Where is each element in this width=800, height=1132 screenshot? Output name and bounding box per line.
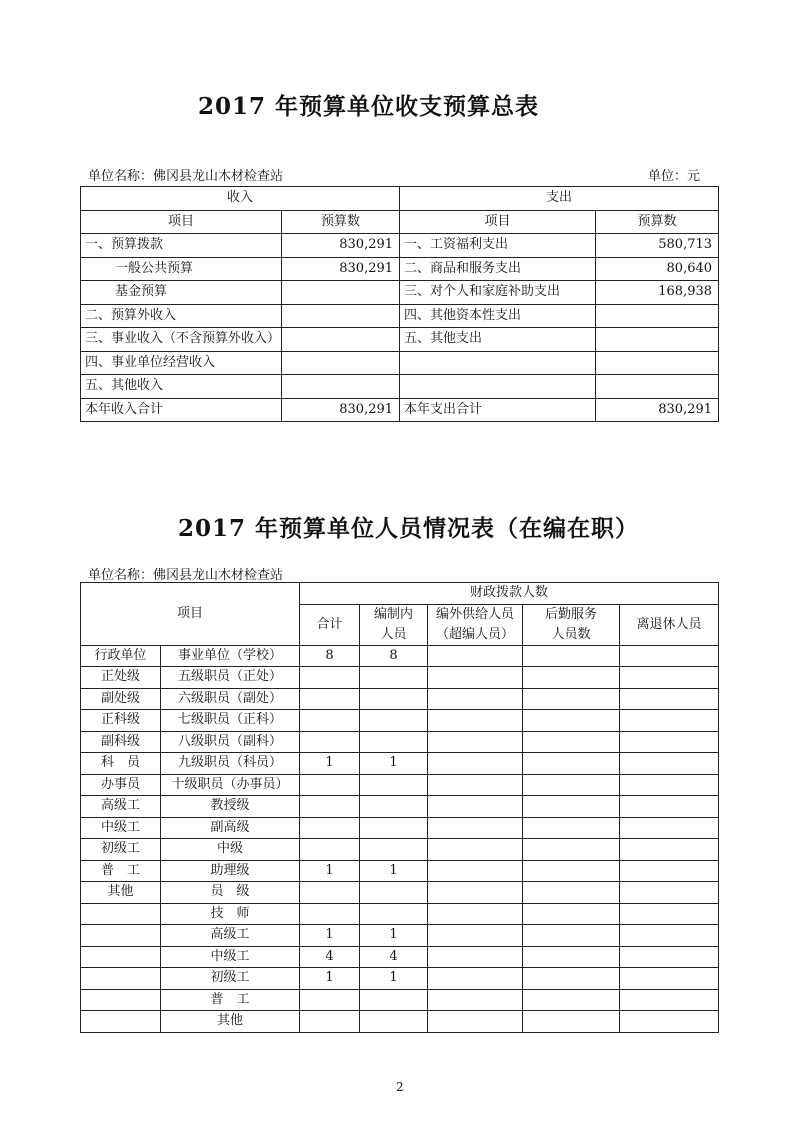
staff-row [81, 796, 719, 818]
staff-logistics-cell [523, 946, 620, 968]
staff-retired-cell [620, 645, 719, 667]
staff-total-cell [300, 989, 360, 1011]
budget-unit-name: 单位名称：佛冈县龙山木材检查站 [88, 169, 284, 184]
staff-logistics-cell [523, 753, 620, 775]
staff-total-header: 合计 [300, 604, 360, 645]
expense-item-cell: 二、商品和服务支出 [400, 257, 596, 281]
staff-row [81, 645, 719, 667]
expense-amount-cell: 580,713 [596, 234, 719, 258]
staff-category-cell [81, 925, 161, 947]
income-item-cell: 一、预算拨款 [81, 234, 282, 258]
staff-row [81, 968, 719, 990]
expense-item-cell: 五、其他支出 [400, 328, 596, 352]
staff-retired-cell [620, 667, 719, 689]
staff-outside-cell [428, 688, 523, 710]
expense-amount-cell: 168,938 [596, 281, 719, 305]
staff-category-cell: 办事员 [81, 774, 161, 796]
staff-logistics-cell [523, 817, 620, 839]
staff-category-cell: 科 员 [81, 753, 161, 775]
staff-row [81, 946, 719, 968]
staff-outside-cell [428, 925, 523, 947]
expense-header: 支出 [400, 187, 719, 211]
budget-row [81, 328, 719, 352]
staff-retired-cell [620, 989, 719, 1011]
staff-outside-cell [428, 989, 523, 1011]
staff-item-header: 项目 [81, 583, 300, 646]
staff-total-cell [300, 667, 360, 689]
budget-summary-table [80, 186, 719, 422]
staff-category-cell: 正处级 [81, 667, 161, 689]
staff-outside-cell [428, 731, 523, 753]
staff-outside-cell [428, 839, 523, 861]
staff-grade-cell: 助理级 [161, 860, 300, 882]
staff-category-cell: 高级工 [81, 796, 161, 818]
staff-establishment-cell [360, 667, 428, 689]
staff-retired-cell [620, 968, 719, 990]
staff-grade-cell: 员 级 [161, 882, 300, 904]
staff-logistics-cell [523, 989, 620, 1011]
staff-retired-cell [620, 753, 719, 775]
staff-establishment-cell [360, 731, 428, 753]
staff-outside-header-line2: （超编人员） [436, 626, 515, 642]
staff-establishment-cell: 8 [360, 645, 428, 667]
staff-logistics-cell [523, 903, 620, 925]
income-amount-cell: 830,291 [282, 398, 400, 422]
staff-total-cell [300, 774, 360, 796]
staff-establishment-cell: 1 [360, 753, 428, 775]
expense-item-cell [400, 351, 596, 375]
staff-logistics-cell [523, 688, 620, 710]
staff-grade-cell: 五级职员（正处） [161, 667, 300, 689]
staff-outside-header-line1: 编外供给人员 [436, 606, 515, 622]
staff-logistics-cell [523, 710, 620, 732]
staff-total-cell: 1 [300, 860, 360, 882]
staff-retired-cell [620, 710, 719, 732]
income-item-cell: 二、预算外收入 [81, 304, 282, 328]
staff-outside-cell [428, 903, 523, 925]
staff-establishment-header-line2: 人员 [380, 626, 407, 642]
budget-currency-unit: 单位：元 [648, 169, 701, 184]
staff-row [81, 817, 719, 839]
staff-total-cell: 1 [300, 753, 360, 775]
staff-total-cell [300, 710, 360, 732]
expense-amount-cell [596, 304, 719, 328]
staff-outside-cell [428, 882, 523, 904]
staff-table-title: 2017 年预算单位人员情况表（在编在职） [178, 515, 640, 542]
staff-retired-cell [620, 1011, 719, 1033]
staff-outside-cell [428, 753, 523, 775]
staff-establishment-cell [360, 774, 428, 796]
expense-amount-cell: 80,640 [596, 257, 719, 281]
budget-row [81, 351, 719, 375]
staff-grade-cell: 高级工 [161, 925, 300, 947]
staff-establishment-cell: 1 [360, 860, 428, 882]
income-item-cell: 四、事业单位经营收入 [81, 351, 282, 375]
staff-grade-cell: 教授级 [161, 796, 300, 818]
staff-outside-cell [428, 667, 523, 689]
expense-item-cell: 一、工资福利支出 [400, 234, 596, 258]
budget-group-header-row [81, 187, 719, 211]
staff-grade-cell: 九级职员（科员） [161, 753, 300, 775]
staff-grade-cell: 七级职员（正科） [161, 710, 300, 732]
expense-amount-cell [596, 375, 719, 399]
page-number: 2 [396, 1080, 404, 1094]
staff-outside-cell [428, 774, 523, 796]
staff-total-cell: 1 [300, 968, 360, 990]
expense-amount-cell: 830,291 [596, 398, 719, 422]
staff-logistics-cell [523, 882, 620, 904]
income-item-cell: 一般公共预算 [81, 257, 282, 281]
staff-establishment-header [360, 604, 428, 645]
staff-logistics-cell [523, 667, 620, 689]
income-amount-cell [282, 375, 400, 399]
staff-logistics-cell [523, 796, 620, 818]
staff-outside-cell [428, 968, 523, 990]
staff-retired-cell [620, 946, 719, 968]
staff-establishment-cell [360, 710, 428, 732]
staff-outside-header [428, 604, 523, 645]
expense-item-cell [400, 375, 596, 399]
income-amount-cell: 830,291 [282, 257, 400, 281]
staff-logistics-cell [523, 1011, 620, 1033]
staff-category-cell: 副处级 [81, 688, 161, 710]
budget-row [81, 281, 719, 305]
expense-item-cell: 四、其他资本性支出 [400, 304, 596, 328]
staff-logistics-header [523, 604, 620, 645]
income-amount-header: 预算数 [282, 210, 400, 234]
staff-logistics-cell [523, 731, 620, 753]
staff-category-cell: 中级工 [81, 817, 161, 839]
budget-row [81, 304, 719, 328]
staff-establishment-cell [360, 796, 428, 818]
staff-grade-cell: 其他 [161, 1011, 300, 1033]
staff-row [81, 860, 719, 882]
staff-category-cell [81, 968, 161, 990]
income-item-header: 项目 [81, 210, 282, 234]
expense-item-header: 项目 [400, 210, 596, 234]
expense-amount-cell [596, 328, 719, 352]
staff-logistics-header-line2: 人员数 [551, 626, 591, 642]
income-amount-cell [282, 351, 400, 375]
staff-category-cell: 普 工 [81, 860, 161, 882]
expense-amount-cell [596, 351, 719, 375]
staff-total-cell [300, 882, 360, 904]
staff-outside-cell [428, 946, 523, 968]
staff-row [81, 1011, 719, 1033]
staff-row [81, 731, 719, 753]
staff-total-cell [300, 731, 360, 753]
staff-row [81, 667, 719, 689]
income-item-cell: 三、事业收入（不含预算外收入） [81, 328, 282, 352]
staff-outside-cell [428, 645, 523, 667]
staff-establishment-cell [360, 989, 428, 1011]
income-item-cell: 本年收入合计 [81, 398, 282, 422]
staff-establishment-cell: 4 [360, 946, 428, 968]
staff-category-cell [81, 903, 161, 925]
staff-establishment-cell: 1 [360, 925, 428, 947]
staff-category-cell: 初级工 [81, 839, 161, 861]
staff-outside-cell [428, 860, 523, 882]
staff-grade-cell: 六级职员（副处） [161, 688, 300, 710]
staff-establishment-cell [360, 903, 428, 925]
staff-retired-cell [620, 882, 719, 904]
staff-outside-cell [428, 796, 523, 818]
staff-row [81, 882, 719, 904]
budget-row [81, 398, 719, 422]
expense-item-cell: 本年支出合计 [400, 398, 596, 422]
staff-total-cell: 4 [300, 946, 360, 968]
staff-retired-cell [620, 688, 719, 710]
staff-row [81, 839, 719, 861]
expense-item-cell: 三、对个人和家庭补助支出 [400, 281, 596, 305]
staff-group-header: 财政拨款人数 [300, 583, 719, 605]
staff-grade-cell: 初级工 [161, 968, 300, 990]
staff-total-cell [300, 688, 360, 710]
staff-total-cell: 8 [300, 645, 360, 667]
staff-retired-cell [620, 774, 719, 796]
staff-row [81, 774, 719, 796]
income-amount-cell [282, 281, 400, 305]
income-header: 收入 [81, 187, 400, 211]
income-amount-cell: 830,291 [282, 234, 400, 258]
staff-logistics-cell [523, 860, 620, 882]
staff-category-cell: 正科级 [81, 710, 161, 732]
staff-establishment-header-line1: 编制内 [374, 606, 414, 622]
staff-row [81, 753, 719, 775]
staff-total-cell [300, 1011, 360, 1033]
staff-logistics-header-line1: 后勤服务 [545, 606, 598, 622]
staff-logistics-cell [523, 925, 620, 947]
staff-category-cell: 行政单位 [81, 645, 161, 667]
staff-unit-name: 单位名称：佛冈县龙山木材检查站 [88, 568, 284, 583]
budget-column-header-row [81, 210, 719, 234]
staff-total-cell: 1 [300, 925, 360, 947]
staff-outside-cell [428, 1011, 523, 1033]
staff-category-cell [81, 1011, 161, 1033]
staff-establishment-cell [360, 817, 428, 839]
staff-grade-cell: 副高级 [161, 817, 300, 839]
staff-row [81, 688, 719, 710]
staff-establishment-cell [360, 882, 428, 904]
staff-logistics-cell [523, 839, 620, 861]
staff-retired-cell [620, 860, 719, 882]
staff-establishment-cell [360, 1011, 428, 1033]
staff-logistics-cell [523, 968, 620, 990]
staff-category-cell: 其他 [81, 882, 161, 904]
staff-grade-cell: 技 师 [161, 903, 300, 925]
staff-establishment-cell [360, 688, 428, 710]
budget-row [81, 234, 719, 258]
staff-retired-header: 离退休人员 [620, 604, 719, 645]
staff-retired-cell [620, 839, 719, 861]
staff-retired-cell [620, 796, 719, 818]
budget-summary-title: 2017 年预算单位收支预算总表 [198, 93, 540, 120]
staff-grade-cell: 事业单位（学校） [161, 645, 300, 667]
staff-category-cell [81, 989, 161, 1011]
staff-total-cell [300, 839, 360, 861]
staff-establishment-cell: 1 [360, 968, 428, 990]
staff-grade-cell: 中级工 [161, 946, 300, 968]
staff-row [81, 710, 719, 732]
staff-logistics-cell [523, 774, 620, 796]
budget-row [81, 257, 719, 281]
staff-retired-cell [620, 903, 719, 925]
income-item-cell: 五、其他收入 [81, 375, 282, 399]
staff-grade-cell: 十级职员（办事员） [161, 774, 300, 796]
staff-grade-cell: 中级 [161, 839, 300, 861]
staff-retired-cell [620, 817, 719, 839]
staff-establishment-cell [360, 839, 428, 861]
expense-amount-header: 预算数 [596, 210, 719, 234]
staff-total-cell [300, 796, 360, 818]
staff-grade-cell: 八级职员（副科） [161, 731, 300, 753]
staff-category-cell: 副科级 [81, 731, 161, 753]
staff-retired-cell [620, 925, 719, 947]
income-amount-cell [282, 304, 400, 328]
staff-outside-cell [428, 710, 523, 732]
staff-logistics-cell [523, 645, 620, 667]
staff-table [80, 582, 719, 1033]
staff-category-cell [81, 946, 161, 968]
income-amount-cell [282, 328, 400, 352]
staff-grade-cell: 普 工 [161, 989, 300, 1011]
staff-total-cell [300, 903, 360, 925]
staff-row [81, 925, 719, 947]
budget-row [81, 375, 719, 399]
staff-row [81, 903, 719, 925]
staff-outside-cell [428, 817, 523, 839]
staff-header-row-1 [81, 583, 719, 605]
staff-row [81, 989, 719, 1011]
staff-total-cell [300, 817, 360, 839]
income-item-cell: 基金预算 [81, 281, 282, 305]
staff-retired-cell [620, 731, 719, 753]
